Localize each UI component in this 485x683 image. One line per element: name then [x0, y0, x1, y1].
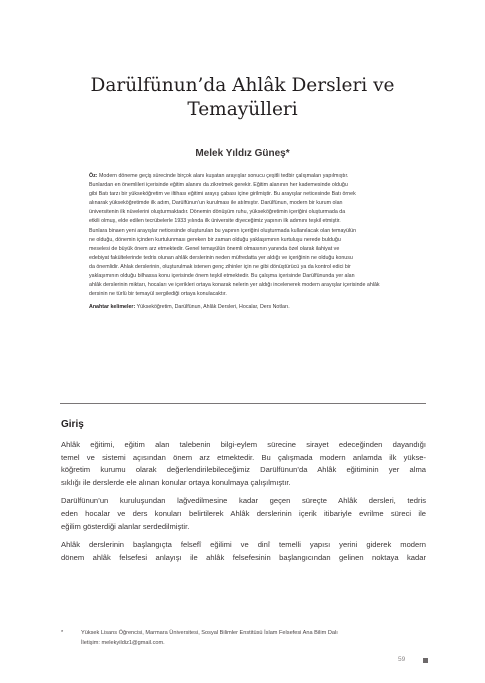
- abstract-line: dersinin ne türlü bir temayül sergilediği ortaya konulacaktır.: [89, 291, 227, 298]
- text-line: dönem ahlâk felsefesi anlayışı ile ahlâk felsefesinin başlangıcından gelinen noktaya kadar: [61, 552, 426, 562]
- text-line: Darülfünun’un kuruluşundan lağvedilmesine kadar geçen süreçte Ahlâk dersleri, tedris: [61, 496, 426, 506]
- abstract-label: Öz:: [89, 173, 98, 179]
- title-line-1: Darülfünun’da Ahlâk Dersleri ve: [90, 75, 395, 96]
- body-text: [61, 439, 426, 570]
- paragraph: [61, 539, 426, 564]
- text-line: sıklığı ile derslerde ele alınan konular ortaya konulmaya çalışılmıştır.: [61, 477, 291, 487]
- text-line: köğretim kurumu olarak değerlendirilebileceğimiz Darülfünun’da Ahlâk eğitiminin yer alma: [61, 465, 426, 475]
- abstract-line: üniversitenin ilk nüvelerini oluşturmaktadır. Dönemin dönüşüm ruhu, yükseköğretimin içeriğini oluşturmada da: [89, 209, 346, 216]
- abstract-line: edebiyat fakültelerinde tedris olunan ahlâk derslerinin neden müfredatta yer aldığı ve içeriğinin ne olduğu konusu: [89, 254, 353, 261]
- abstract-line: ahlâk derslerinin miktarı, hocaları ve içerikleri ortaya konarak nelerin yer aldığı incelenerek modern arayışlar içerisinde ahlâk: [89, 282, 380, 289]
- abstract-line: yaklaşımının olduğu bilhassa konu içerisinde önem teşkil etmektedir. Bu çalışma içerisinde Darülfünunda yer alan: [89, 273, 355, 280]
- section-heading: Giriş: [61, 419, 84, 430]
- text-line: Ahlâk eğitimi, eğitim alan talebenin bilgi-eylem sürecine sirayet edeceğinden dayandığı: [61, 440, 426, 449]
- text-line: Ahlâk derslerinin başlangıçta felsefî eğilimi ve dinî temelli yapısı yerini giderek modern: [61, 540, 426, 550]
- abstract-line: Öz: Modern döneme geçiş sürecinde birçok alanı kuşatan arayışlar sonucu çeşitli tedbir çalışmaları yapılmıştır.: [89, 173, 349, 179]
- keywords-line: [89, 303, 405, 312]
- author-name: Melek Yıldız Güneş*: [195, 148, 290, 159]
- section-divider: [60, 403, 426, 404]
- footnote-mark: *: [61, 630, 64, 636]
- paragraph: [61, 495, 426, 533]
- article-title: [40, 74, 445, 122]
- footnote-line-2: İletişim: melekyildiz1@gmail.com.: [81, 640, 165, 646]
- keywords-text: Yükseköğretim, Darülfünun, Ahlâk Dersleri, Hocalar, Ders Notları.: [135, 304, 290, 311]
- abstract-line: Bunlardan en önemlileri içerisinde eğitim alanını da zikretmek gerekir. Eğitim alanının her kademesinde olduğu: [89, 182, 348, 189]
- title-line-2: Temayülleri: [187, 99, 298, 120]
- abstract-line: meselesi de büyük önem arz etmektedir. Genel temayülün önemli olmasının yanında özel olarak ilahiyat ve: [89, 245, 340, 252]
- abstract-line: gibi Batı tarzı bir yükseköğretim ve iltihası eğitimi arayış çabası içine girilmiştir. Bu arayışlar neticesinde Batı örnek: [89, 191, 356, 198]
- abstract-line: etkili olmuş, elde edilen tecrübelerle 1933 yılında ilk üniversite diyeceğimiz yapının ilk adımını teşkil etmiştir.: [89, 218, 341, 225]
- abstract-line: ne olduğu, dönemin içinden kurtulunması gereken bir zaman olduğu yaklaşımının kurtuluşu nerede bulduğu: [89, 236, 341, 243]
- keywords-label: Anahtar kelimeler:: [89, 304, 136, 311]
- abstract-line: Bunlara binaen yeni arayışlar neticesinde oluşturulan bu yapının içeriğini oluşturmada kullanılacak olan temayülün: [89, 227, 357, 234]
- footnote-line-1: Yüksek Lisans Öğrencisi, Marmara Üniversitesi, Sosyal Bilimler Enstitüsü İslam Felsefesi Ana Bilim Dalı: [81, 630, 338, 636]
- page-number: 59: [398, 656, 406, 663]
- page-marker-square: [423, 658, 428, 663]
- abstract-line: da önemlidir. Ahlak derslerinin, oluşturulmak istenen genç zihinler için ne gibi dönüştürücü ya da kontrol edici bir: [89, 263, 351, 270]
- footnote: [61, 628, 421, 648]
- abstract-line: alınarak yükseköğretimde ilk adım, Darülfünun’un kurulması ile atılmıştır. Darülfünun, modern bir kurum olan: [89, 200, 343, 207]
- abstract-block: [89, 172, 405, 312]
- text-line: eden hocalar ve ders konuları belirtilerek Ahlâk derslerinin içerik itibariyle evrilme süreci ile: [61, 508, 426, 518]
- paragraph: [61, 439, 426, 489]
- text-line: eğilim gösterdiği alanlar serdedilmiştir.: [61, 521, 190, 531]
- text-line: temel ve sistemi açısından önem arz etmektedir. Bu çalışmada modern anlamda ilk yükse-: [61, 452, 426, 462]
